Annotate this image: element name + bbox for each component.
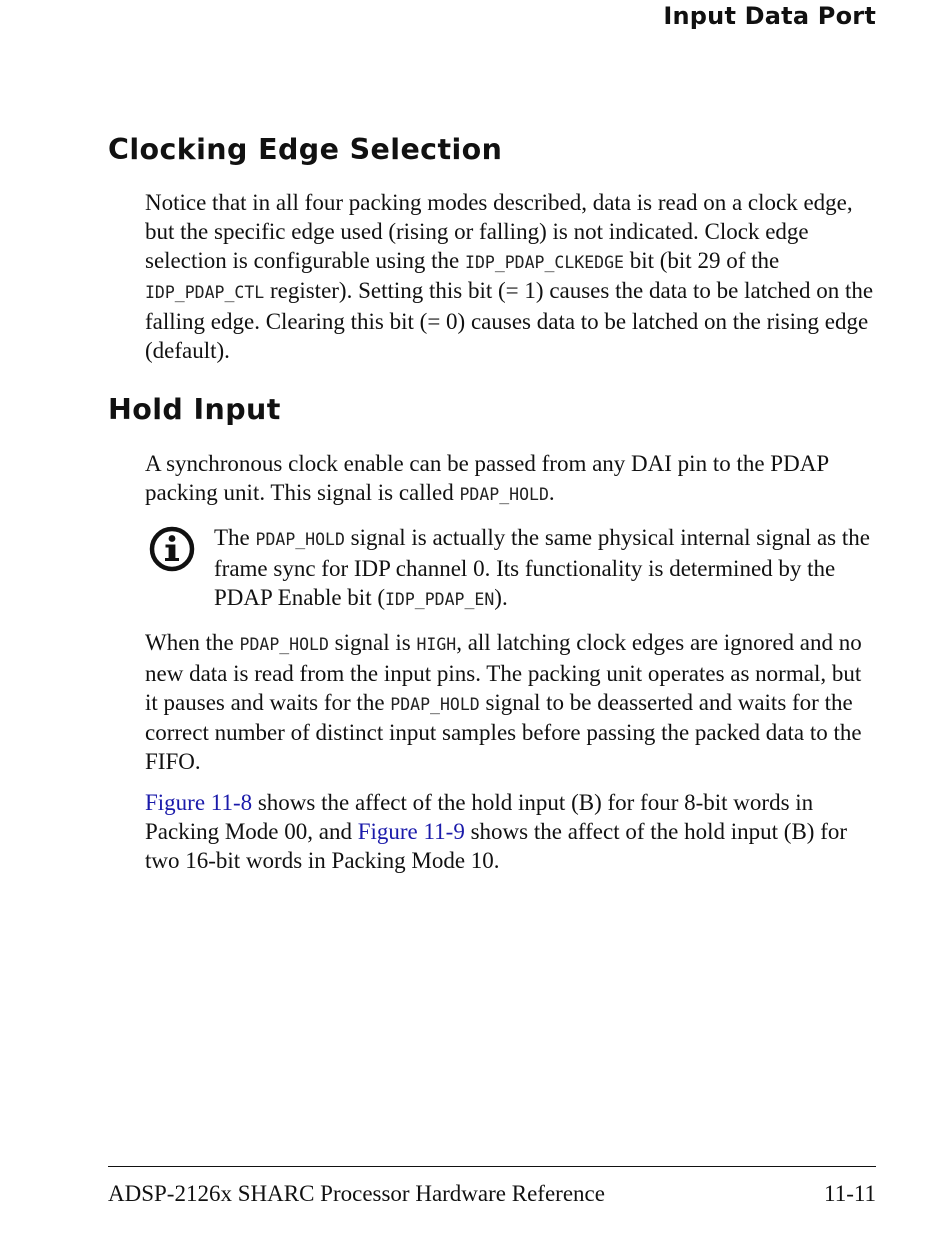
text-run: When the [145, 630, 240, 655]
figure-11-9-link[interactable]: Figure 11-9 [357, 818, 465, 844]
text-run: signal to be deasserted and waits for the correct number of distinct input samples before passing the packed data to the FIFO. [145, 689, 862, 775]
text-run: shows the affect of the hold input (B) for two 16-bit words in Packing Mode 10. [145, 818, 848, 873]
info-icon [149, 526, 195, 572]
signal-name: PDAP_HOLD [459, 484, 549, 504]
figure-11-8-link[interactable]: Figure 11-8 [145, 790, 253, 815]
register-bit-name: IDP_PDAP_EN [385, 589, 495, 609]
paragraph-hold-behavior [145, 629, 877, 777]
text-run: ). [494, 584, 508, 610]
text-run: Notice that in all four packing modes described, data is read on a clock edge, but the specific edge used (rising or falling) is not indicated. Clock edge selection is configurable using the [145, 190, 853, 273]
paragraph-hold-intro [145, 450, 877, 510]
signal-state: HIGH [416, 635, 457, 654]
text-run: The [214, 525, 256, 550]
note-text [214, 524, 877, 614]
paragraph-figure-references [145, 789, 877, 875]
text-run: register). Setting this bit (= 1) causes the data to be latched on the falling edge. Clearing this bit (= 0) causes data to be latched on the rising edge (default). [145, 278, 874, 363]
signal-name: PDAP_HOLD [390, 694, 480, 714]
text-run: , all latching clock edges are ignored and no new data is read from the input pins. The packing unit operates as normal, but it pauses and waits for the [145, 630, 862, 715]
section-heading-clocking-edge-selection: Clocking Edge Selection [108, 133, 503, 166]
footer-divider [108, 1166, 876, 1167]
register-name: IDP_PDAP_CTL [145, 283, 265, 303]
running-header: Input Data Port [663, 2, 876, 30]
footer-page-number: 11-11 [824, 1181, 876, 1206]
signal-name: PDAP_HOLD [239, 635, 329, 654]
text-run: signal is [328, 630, 417, 655]
paragraph-clocking-edge [145, 189, 877, 366]
register-name: IDP_PDAP_CLKEDGE [465, 252, 624, 272]
text-run: bit (bit 29 of the [623, 247, 780, 273]
text-run: A synchronous clock enable can be passed from any DAI pin to the PDAP packing unit. This signal is called [145, 451, 829, 505]
text-run: . [548, 479, 555, 505]
text-run: signal is actually the same physical internal signal as the frame sync for IDP channel 0. Its functionality is determined by the PDAP Enable bit ( [214, 525, 870, 610]
signal-name: PDAP_HOLD [255, 530, 345, 549]
section-heading-hold-input: Hold Input [108, 393, 281, 426]
text-run: shows the affect of the hold input (B) for four 8-bit words in Packing Mode 00, and [145, 790, 814, 844]
footer-book-title: ADSP-2126x SHARC Processor Hardware Reference [108, 1181, 605, 1206]
